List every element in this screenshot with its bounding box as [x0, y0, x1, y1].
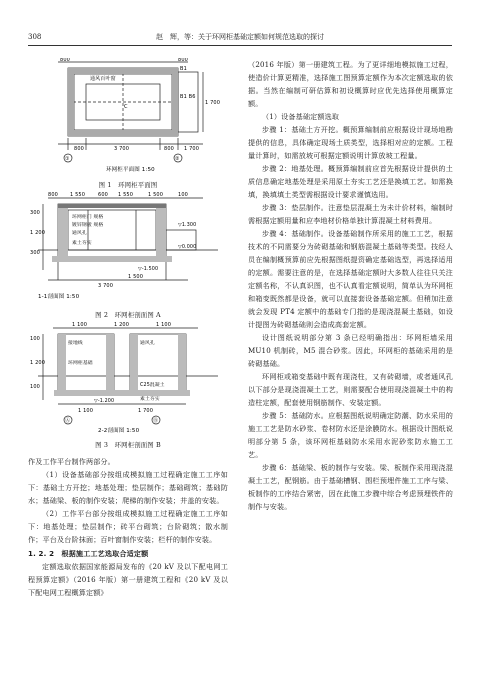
fig1-dim-b1: 800 — [74, 146, 84, 152]
fig3-axis-a: Ⓐ — [65, 418, 71, 424]
left-paragraph-1: 作及工作平台制作两部分。 — [28, 457, 115, 466]
fig2-note-7: ▽1.300 — [178, 223, 197, 228]
left-paragraph-2: （1）设备基础部分按组成模拟施工过程确定施工工序如下：基础土方开挖；地基处理；垫层制作；基础砌筑；基础防水；基础梁、板的制作安装；爬梯的制作安装；井盖的安装。 — [28, 470, 228, 505]
fig2-side-3: 300 — [30, 250, 40, 256]
left-paragraph-3: （2）工作平台部分按组成模拟施工过程确定施工工序如下：地基处理；垫层制作；砖平台砌筑；台阶砌筑；散水制作；平台及台阶抹面；百叶窗制作安装；栏杆的制作安装。 — [28, 509, 228, 544]
fig1-label-vent: 通风百叶窗 — [90, 76, 116, 82]
fig1-dim-b2: 3 700 — [114, 146, 130, 152]
fig3-note-4: C25混凝土 — [140, 383, 165, 388]
fig1-dim-b4: 1 700 — [184, 146, 200, 152]
right-paragraph-9: 步骤 5：基础防水。应根据图纸说明确定防潮、防水采用的施工工艺是防水砂浆、卷材防水还是涂膜防水。根据设计图纸说明部分第 5 条，该环网柜基础防水采用水泥砂浆防水施工工艺。 — [248, 411, 453, 459]
running-header — [28, 29, 452, 46]
right-paragraph-6: 步骤 4：基础制作。设备基础制作所采用的施工工艺，根据技术的不同需要分为砖砌基础和钢筋混凝土基础等类型。技经人员在编制概预算前应先根据图纸提资确定基础选型，再选择适用的定额。需要注意的是，在选择基础定额时大多数人往往只关注定额名称，不认真识图，也不认真看定额说明，简单认为环网柜和箱变既然都是设备，就可以直接套设备基础定额。但稍加注意就会发现 PT4 定额中的基础专门指的是现浇混凝土基础，如设计提图为砖砌基础则会造成高套定额。 — [248, 229, 453, 329]
fig3-side-1: 100 — [30, 336, 40, 342]
fig1-dim-t1: 800 — [60, 58, 70, 63]
fig2-section-label: 1-1剖面图 1:50 — [38, 294, 80, 300]
figure-2-section-drawing — [28, 190, 228, 306]
left-paragraph-4: 定额选取依据国家能源局发布的《20 kV 及以下配电网工程预算定额》（2016 年版）第一册建筑工程和《20 kV 及以下配电网工程概算定额》 — [28, 562, 228, 597]
right-paragraph-4: 步骤 2：地基处理。概预算编制前应首先根据设计提供的土质信息确定地基处理是采用原土夯实工艺还是换填工艺。如需换填，换填填土类型需根据设计要求谨慎选用。 — [248, 164, 453, 199]
figure-1-caption: 图 1 环网柜平面图 — [98, 181, 158, 189]
running-title: 赵 辉，等：关于环网柜基础定额如何规范选取的探讨 — [156, 33, 324, 41]
figure-3-section-drawing — [28, 320, 228, 436]
figure-1-plan-drawing — [28, 58, 228, 176]
fig3-dim-t3: 1 100 — [156, 322, 172, 328]
figure-3 — [28, 320, 228, 450]
fig2-note-2: 镀锌钢板 规格 — [72, 223, 104, 228]
fig2-dim-b2: 3 700 — [98, 283, 114, 289]
right-paragraph-5: 步骤 3：垫层制作。注意垫层混凝土为未计价材料，编制时需根据定额用量和应李地材价格单独计算混凝土材料费用。 — [248, 203, 453, 225]
fig3-side-2: 1 200 — [30, 360, 46, 366]
fig2-note-1: 环网柜门 规格 — [72, 215, 104, 220]
fig3-axis-b: Ⓑ — [153, 418, 159, 424]
fig3-dim-b2: 1 700 — [138, 408, 154, 414]
fig3-dim-t1: 1 100 — [72, 322, 88, 328]
fig1-dim-t2: 800 — [178, 58, 188, 63]
fig2-dim-t4: 1 550 — [118, 192, 134, 198]
fig1-axis-1: ① — [65, 156, 70, 162]
fig1-plan-label: 环网柜平面图 1:50 — [106, 167, 155, 173]
page-number: 308 — [28, 33, 42, 41]
fig3-note-2: 通风孔 — [140, 341, 155, 346]
right-paragraph-7: 设计图纸说明部分第 3 条已经明确指出：环网柜墙采用 MU10 机制砖，M5 混合砂浆。因此，环网柜的基础采用的是砖砌基础。 — [248, 333, 453, 368]
fig2-dim-t2: 1 550 — [70, 192, 86, 198]
fig1-label-1700: 1 700 — [205, 100, 221, 106]
right-paragraph-3: 步骤 1：基础土方开挖。概预算编制前应根据设计现场地勘提供的信息，具体确定现场土质类型，选择相对应的定额。工程量计算时，如需放坡可根据定额说明计算放坡工程量。 — [248, 125, 453, 160]
fig2-note-4: 素土夯实 — [72, 241, 92, 246]
right-paragraph-2: （1）设备基础定额选取 — [262, 112, 340, 121]
fig3-side-3: 100 — [30, 384, 40, 390]
fig2-dim-t6: 100 — [178, 192, 188, 198]
fig1-axis-2: ② — [175, 156, 180, 162]
fig1-dim-b3: 800 — [164, 146, 174, 152]
fig2-note-6: ▽-1.500 — [138, 267, 159, 272]
figure-3-caption: 图 3 环网柜剖面图 B — [95, 441, 161, 449]
fig3-note-6: ▽-1.200 — [94, 399, 115, 404]
fig2-side-1: 300 — [30, 210, 40, 216]
fig3-note-1: 接地线 — [68, 341, 83, 346]
fig1-label-b1: B1 — [180, 66, 187, 72]
fig2-dim-t5: 1 500 — [148, 192, 164, 198]
fig3-note-3: 环网柜基础 — [68, 361, 93, 366]
section-heading: 1. 2. 2 根据施工工艺选取合适定额 — [28, 549, 149, 558]
figure-1 — [28, 58, 228, 190]
fig3-dim-b1: 1 100 — [78, 408, 94, 414]
right-paragraph-8: 环网柜或箱变基础中既有现浇柱，又有砖砌墙，或者通风孔以下部分是现浇混凝土工艺，则需要配合使用现浇混凝土中的构造柱定额，配套使用钢筋制作、安装定额。 — [248, 372, 453, 407]
right-paragraph-1: （2016 年版）第一册建筑工程。为了更详细地模拟施工过程，使造价计算更精准，选择施工图预算定额作为本次定额选取的依据。当然在编制可研估算和初设概算时应优先选择使用概算定额。 — [248, 60, 453, 108]
fig1-label-b1b6: B1 B6 — [180, 94, 196, 100]
figure-2 — [28, 190, 228, 320]
fig2-side-2: 1 200 — [30, 230, 46, 236]
fig1-label-c: C — [124, 104, 128, 110]
fig3-section-label: 2-2剖面图 1:50 — [98, 428, 140, 434]
figure-2-caption: 图 2 环网柜剖面图 A — [95, 311, 161, 319]
right-paragraph-10: 步骤 6：基础梁、板的制作与安装。梁、板制作采用现浇混凝土工艺，配钢筋。由于基础槽钢、围栏预埋件施工工序与梁、板制作的工序结合紧密，因在此施工步骤中综合考虑预埋铁件的制作与安装。 — [248, 463, 453, 511]
left-column — [28, 58, 228, 599]
fig2-dim-b1: 1 500 — [128, 274, 144, 280]
fig2-dim-t3: 600 — [98, 192, 108, 198]
fig2-note-5: ▽0.000 — [178, 245, 197, 250]
fig3-note-5: 素土夯实 — [140, 397, 160, 402]
fig3-dim-t2: 1 200 — [114, 322, 130, 328]
right-column — [248, 58, 453, 513]
fig2-note-3: 通风孔 — [72, 231, 87, 236]
fig2-dim-t1: 800 — [48, 192, 58, 198]
